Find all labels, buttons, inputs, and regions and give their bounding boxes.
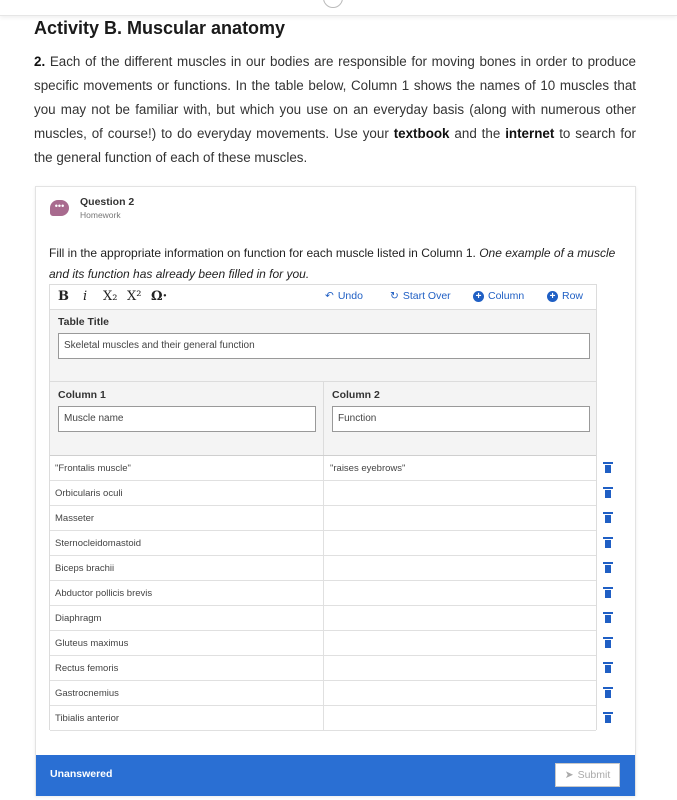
column-divider <box>323 382 324 455</box>
muscle-name-cell[interactable]: Masseter <box>50 506 324 531</box>
function-cell[interactable] <box>324 556 598 581</box>
intro-text-2: and the <box>449 126 506 141</box>
table-row <box>50 481 596 506</box>
table-row <box>50 606 596 631</box>
function-cell[interactable] <box>324 481 598 506</box>
muscle-name-cell[interactable]: Diaphragm <box>50 606 324 631</box>
table-row <box>50 531 596 556</box>
superscript-button[interactable]: X² <box>127 289 142 304</box>
trash-icon[interactable] <box>604 637 612 647</box>
function-cell[interactable] <box>324 681 598 706</box>
table-title-label: Table Title <box>58 316 109 328</box>
question-subtitle: Homework <box>80 210 121 220</box>
question-title: Question 2 <box>80 196 135 208</box>
question-card <box>35 186 636 796</box>
add-column-button[interactable] <box>473 290 524 302</box>
send-icon: ➤ <box>564 769 574 781</box>
muscle-name-cell[interactable]: "Frontalis muscle" <box>50 456 324 481</box>
column-1-header-input[interactable]: Muscle name <box>58 406 316 432</box>
muscle-name-cell[interactable]: Tibialis anterior <box>50 706 324 731</box>
muscle-name-cell[interactable]: Orbicularis oculi <box>50 481 324 506</box>
trash-icon[interactable] <box>604 462 612 472</box>
muscle-name-cell[interactable]: Gastrocnemius <box>50 681 324 706</box>
trash-icon[interactable] <box>604 562 612 572</box>
table-row <box>50 631 596 656</box>
column-1-label: Column 1 <box>58 389 106 401</box>
function-cell[interactable] <box>324 631 598 656</box>
muscle-name-cell[interactable]: Biceps brachii <box>50 556 324 581</box>
trash-icon[interactable] <box>604 512 612 522</box>
italic-button[interactable]: i <box>83 289 88 304</box>
plus-circle-icon: + <box>547 291 558 302</box>
bold-button[interactable]: B <box>58 289 69 304</box>
special-characters-button[interactable]: Ω· <box>151 289 168 304</box>
trash-icon[interactable] <box>604 487 612 497</box>
status-badge: Unanswered <box>50 768 113 780</box>
trash-icon[interactable] <box>604 712 612 722</box>
function-cell[interactable] <box>324 606 598 631</box>
table-title-input[interactable]: Skeletal muscles and their general function <box>58 333 590 359</box>
page-title: Activity B. Muscular anatomy <box>34 18 286 38</box>
muscle-name-cell[interactable]: Sternocleidomastoid <box>50 531 324 556</box>
add-column-label: Column <box>488 290 525 302</box>
undo-label: Undo <box>337 290 363 302</box>
intro-bold-internet: internet <box>505 126 555 141</box>
intro-bold-textbook: textbook <box>393 126 450 141</box>
table-row <box>50 456 596 481</box>
question-prompt <box>49 243 624 285</box>
function-cell[interactable] <box>324 581 598 606</box>
function-cell[interactable] <box>324 531 598 556</box>
column-2-header-input[interactable]: Function <box>332 406 590 432</box>
activity-intro <box>34 50 636 170</box>
table-row <box>50 706 596 731</box>
column-2-label: Column 2 <box>332 389 380 401</box>
start-over-label: Start Over <box>402 290 451 302</box>
undo-button[interactable] <box>325 290 363 302</box>
trash-icon[interactable] <box>604 662 612 672</box>
prompt-text: Fill in the appropriate information on function for each muscle listed in Column 1. <box>49 246 480 260</box>
function-cell[interactable] <box>324 706 598 731</box>
add-row-label: Row <box>562 290 584 302</box>
table-row <box>50 581 596 606</box>
prompt-italic-text: One example of a muscle and its function has already been filled in for you. <box>49 246 616 281</box>
table-row <box>50 681 596 706</box>
muscle-name-cell[interactable]: Rectus femoris <box>50 656 324 681</box>
intro-text-1: Each of the different muscles in our bodies are responsible for moving bones in order to produce specific movements or functions. In the table below, Column 1 shows the names of 10 muscles that you may not be familiar with, but which you use on an everyday basis (along with numerous other muscles, of course!) to do everyday movements. Use your <box>34 54 636 141</box>
start-over-button[interactable] <box>390 290 451 302</box>
intro-text-3: to search for the general function of each of these muscles. <box>34 126 636 165</box>
table-rows <box>50 455 596 731</box>
add-row-button[interactable] <box>547 290 583 302</box>
trash-icon[interactable] <box>604 612 612 622</box>
refresh-icon: ↻ <box>390 290 399 302</box>
plus-circle-icon: + <box>473 291 484 302</box>
subscript-button[interactable]: X₂ <box>103 289 118 304</box>
submit-label: Submit <box>577 769 611 781</box>
intro-number: 2. <box>34 54 46 69</box>
undo-icon: ↶ <box>325 290 334 302</box>
function-cell[interactable]: "raises eyebrows" <box>330 463 406 474</box>
question-footer <box>36 755 635 796</box>
editor-toolbar <box>49 284 597 310</box>
table-row <box>50 506 596 531</box>
function-cell[interactable] <box>324 506 598 531</box>
submit-button[interactable] <box>555 763 620 787</box>
trash-icon[interactable] <box>604 687 612 697</box>
trash-icon[interactable] <box>604 587 612 597</box>
table-editor <box>49 309 597 730</box>
trash-icon[interactable] <box>604 537 612 547</box>
function-cell[interactable] <box>324 656 598 681</box>
muscle-name-cell[interactable]: Gluteus maximus <box>50 631 324 656</box>
table-row <box>50 656 596 681</box>
table-row <box>50 556 596 581</box>
muscle-name-cell[interactable]: Abductor pollicis brevis <box>50 581 324 606</box>
chat-bubble-icon: ••• <box>50 200 69 216</box>
